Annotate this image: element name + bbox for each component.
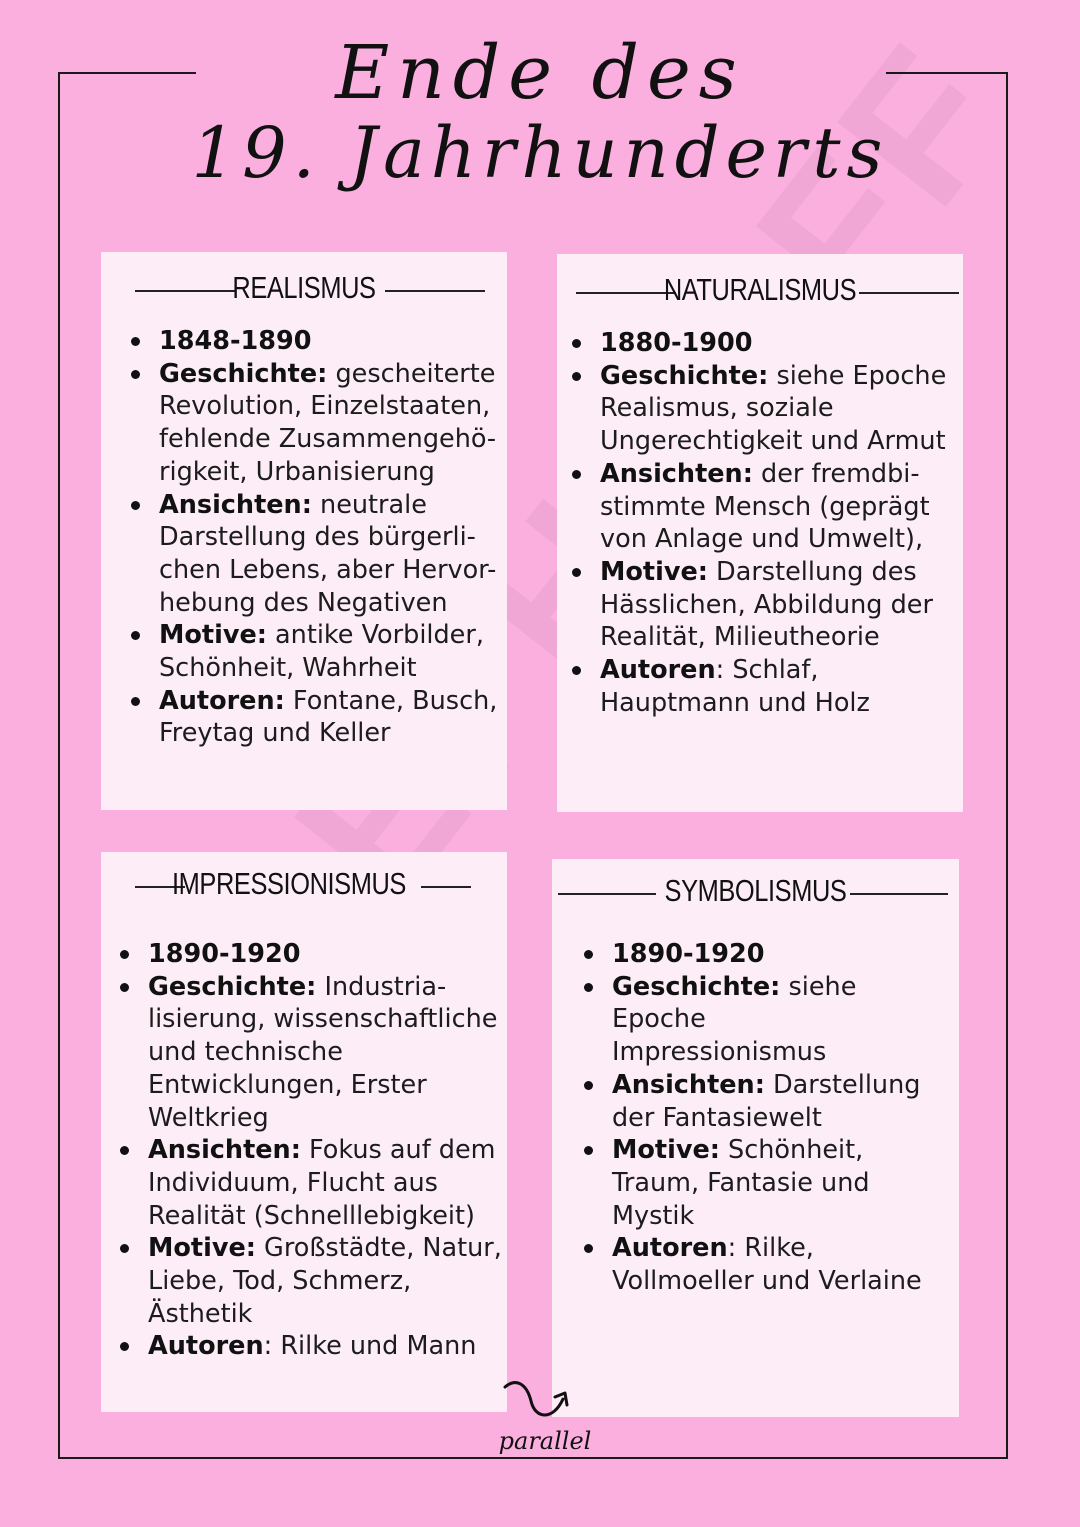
list-item	[118, 1232, 502, 1265]
item-text: Freytag und Keller	[159, 718, 391, 749]
list-item	[582, 1134, 922, 1167]
item-text: Revolution, Einzelstaaten,	[159, 391, 491, 422]
item-text: von Anlage und Umwelt),	[600, 524, 924, 555]
item-label: Autoren	[148, 1331, 264, 1362]
item-text: Entwicklungen, Erster	[148, 1069, 427, 1100]
item-label: Autoren	[600, 655, 716, 686]
list-item	[570, 360, 946, 393]
item-text: Vollmoeller und Verlaine	[612, 1266, 922, 1297]
list-item	[582, 1069, 922, 1102]
list-item-continuation	[118, 1167, 502, 1200]
item-text: der fremdbi-	[752, 458, 920, 489]
parallel-logo	[495, 1375, 595, 1465]
header-rule-right	[385, 290, 485, 292]
item-text: Schönheit,	[719, 1135, 864, 1166]
list-item-continuation	[129, 652, 497, 685]
item-label: Ansichten:	[148, 1135, 301, 1166]
item-text: Traum, Fantasie und	[612, 1167, 870, 1198]
item-text: Realismus, soziale	[600, 393, 834, 424]
list-item	[118, 1330, 502, 1363]
item-label: 1890-1920	[612, 939, 765, 969]
item-text: siehe	[780, 971, 857, 1002]
item-label: Ansichten:	[612, 1069, 765, 1100]
item-text: Mystik	[612, 1200, 695, 1231]
list-item	[582, 938, 922, 971]
page-title-line-1: Ende des	[335, 30, 745, 116]
item-text: neutrale	[311, 489, 427, 520]
item-text: chen Lebens, aber Hervor-	[159, 554, 497, 585]
list-item-continuation	[570, 491, 946, 524]
item-text: Hässlichen, Abbildung der	[600, 589, 933, 620]
list-item-continuation	[118, 1102, 502, 1135]
list-item-continuation	[129, 554, 497, 587]
item-text: : Rilke,	[727, 1233, 814, 1264]
list-item-continuation	[570, 425, 946, 458]
item-text: Fontane, Busch,	[284, 685, 498, 716]
item-text: Realität (Schnelllebigkeit)	[148, 1200, 475, 1231]
list-item-continuation	[582, 1036, 922, 1069]
list-item-continuation	[118, 1265, 502, 1298]
item-label: Motive:	[600, 556, 708, 587]
item-text: rigkeit, Urbanisierung	[159, 456, 435, 487]
item-label: 1890-1920	[148, 939, 301, 969]
list-item-continuation	[118, 1003, 502, 1036]
item-text: siehe Epoche	[768, 360, 947, 391]
list-item-continuation	[118, 1036, 502, 1069]
card-title: NATURALISMUS	[663, 272, 857, 307]
frame-right	[1006, 72, 1008, 1459]
card-impressionismus	[101, 852, 507, 1412]
list-item	[582, 971, 922, 1004]
item-text: : Rilke und Mann	[263, 1331, 477, 1362]
header-rule-right	[850, 893, 948, 895]
card-header	[552, 873, 959, 913]
item-label: Motive:	[148, 1233, 256, 1264]
item-label: Ansichten:	[600, 458, 753, 489]
item-label: Geschichte:	[612, 971, 781, 1002]
card-naturalismus	[557, 254, 963, 812]
card-list	[582, 938, 922, 1298]
item-text: Großstädte, Natur,	[255, 1233, 502, 1264]
item-label: Autoren:	[159, 685, 285, 716]
item-text: der Fantasiewelt	[612, 1102, 822, 1133]
list-item	[129, 489, 497, 522]
item-text: hebung des Negativen	[159, 587, 448, 618]
item-label: 1848-1890	[159, 326, 312, 356]
card-list	[570, 327, 946, 719]
item-text: Liebe, Tod, Schmerz,	[148, 1266, 412, 1297]
card-header	[101, 866, 507, 906]
item-text: Darstellung des bürgerli-	[159, 522, 476, 553]
item-text: gescheiterte	[327, 358, 496, 389]
list-item	[570, 327, 946, 360]
list-item	[118, 971, 502, 1004]
card-header	[557, 272, 963, 312]
list-item	[129, 358, 497, 391]
list-item-continuation	[118, 1200, 502, 1233]
list-item	[129, 325, 497, 358]
item-label: Motive:	[159, 620, 267, 651]
item-label: Autoren	[612, 1233, 728, 1264]
item-text: Weltkrieg	[148, 1102, 269, 1133]
list-item-continuation	[570, 392, 946, 425]
list-item	[118, 1134, 502, 1167]
item-text: lisierung, wissenschaftliche	[148, 1004, 498, 1035]
item-label: Geschichte:	[600, 360, 769, 391]
card-symbolismus	[552, 859, 959, 1417]
item-text: antike Vorbilder,	[266, 620, 484, 651]
list-item-continuation	[570, 523, 946, 556]
list-item-continuation	[582, 1003, 922, 1036]
item-label: Motive:	[612, 1135, 720, 1166]
logo-text: parallel	[498, 1427, 592, 1455]
item-text: stimmte Mensch (geprägt	[600, 491, 930, 522]
list-item-continuation	[582, 1167, 922, 1200]
item-text: Ästhetik	[148, 1298, 253, 1329]
list-item-continuation	[570, 589, 946, 622]
card-title: SYMBOLISMUS	[664, 873, 847, 908]
list-item-continuation	[582, 1102, 922, 1135]
list-item-continuation	[570, 621, 946, 654]
list-item	[118, 938, 502, 971]
item-label: Geschichte:	[159, 358, 328, 389]
item-label: Ansichten:	[159, 489, 312, 520]
item-text: Schönheit, Wahrheit	[159, 653, 417, 684]
list-item	[582, 1232, 922, 1265]
frame-left	[58, 72, 60, 1459]
list-item-continuation	[118, 1069, 502, 1102]
item-text: Individuum, Flucht aus	[148, 1167, 438, 1198]
page-title-line-2: 19. Jahrhunderts	[191, 112, 889, 194]
card-title: IMPRESSIONISMUS	[172, 866, 406, 901]
card-list	[129, 325, 497, 750]
list-item-continuation	[582, 1200, 922, 1233]
list-item-continuation	[129, 390, 497, 423]
list-item-continuation	[129, 521, 497, 554]
item-text: Hauptmann und Holz	[600, 687, 870, 718]
item-text: Industria-	[316, 971, 447, 1002]
card-header	[101, 270, 507, 310]
item-text: Epoche	[612, 1004, 706, 1035]
list-item-continuation	[129, 423, 497, 456]
card-title: REALISMUS	[232, 270, 376, 305]
list-item	[570, 458, 946, 491]
item-text: Impressionismus	[612, 1037, 827, 1068]
list-item-continuation	[582, 1265, 922, 1298]
header-rule-right	[859, 292, 959, 294]
item-text: Darstellung	[764, 1069, 921, 1100]
item-text: fehlende Zusammengehö-	[159, 424, 497, 455]
item-text: Ungerechtigkeit und Armut	[600, 426, 946, 457]
list-item	[129, 619, 497, 652]
item-text: Darstellung des	[707, 556, 917, 587]
item-text: Realität, Milieutheorie	[600, 622, 880, 653]
list-item	[570, 556, 946, 589]
card-list	[118, 938, 502, 1363]
header-rule-right	[421, 886, 471, 888]
list-item-continuation	[118, 1298, 502, 1331]
item-label: Geschichte:	[148, 971, 317, 1002]
list-item	[570, 654, 946, 687]
list-item	[129, 685, 497, 718]
card-realismus	[101, 252, 507, 810]
curved-arrow-icon	[495, 1375, 595, 1435]
item-text: Fokus auf dem	[300, 1135, 496, 1166]
item-text: : Schlaf,	[715, 655, 819, 686]
item-text: und technische	[148, 1037, 343, 1068]
list-item-continuation	[129, 587, 497, 620]
list-item-continuation	[570, 687, 946, 720]
item-label: 1880-1900	[600, 328, 753, 358]
list-item-continuation	[129, 456, 497, 489]
list-item-continuation	[129, 717, 497, 750]
